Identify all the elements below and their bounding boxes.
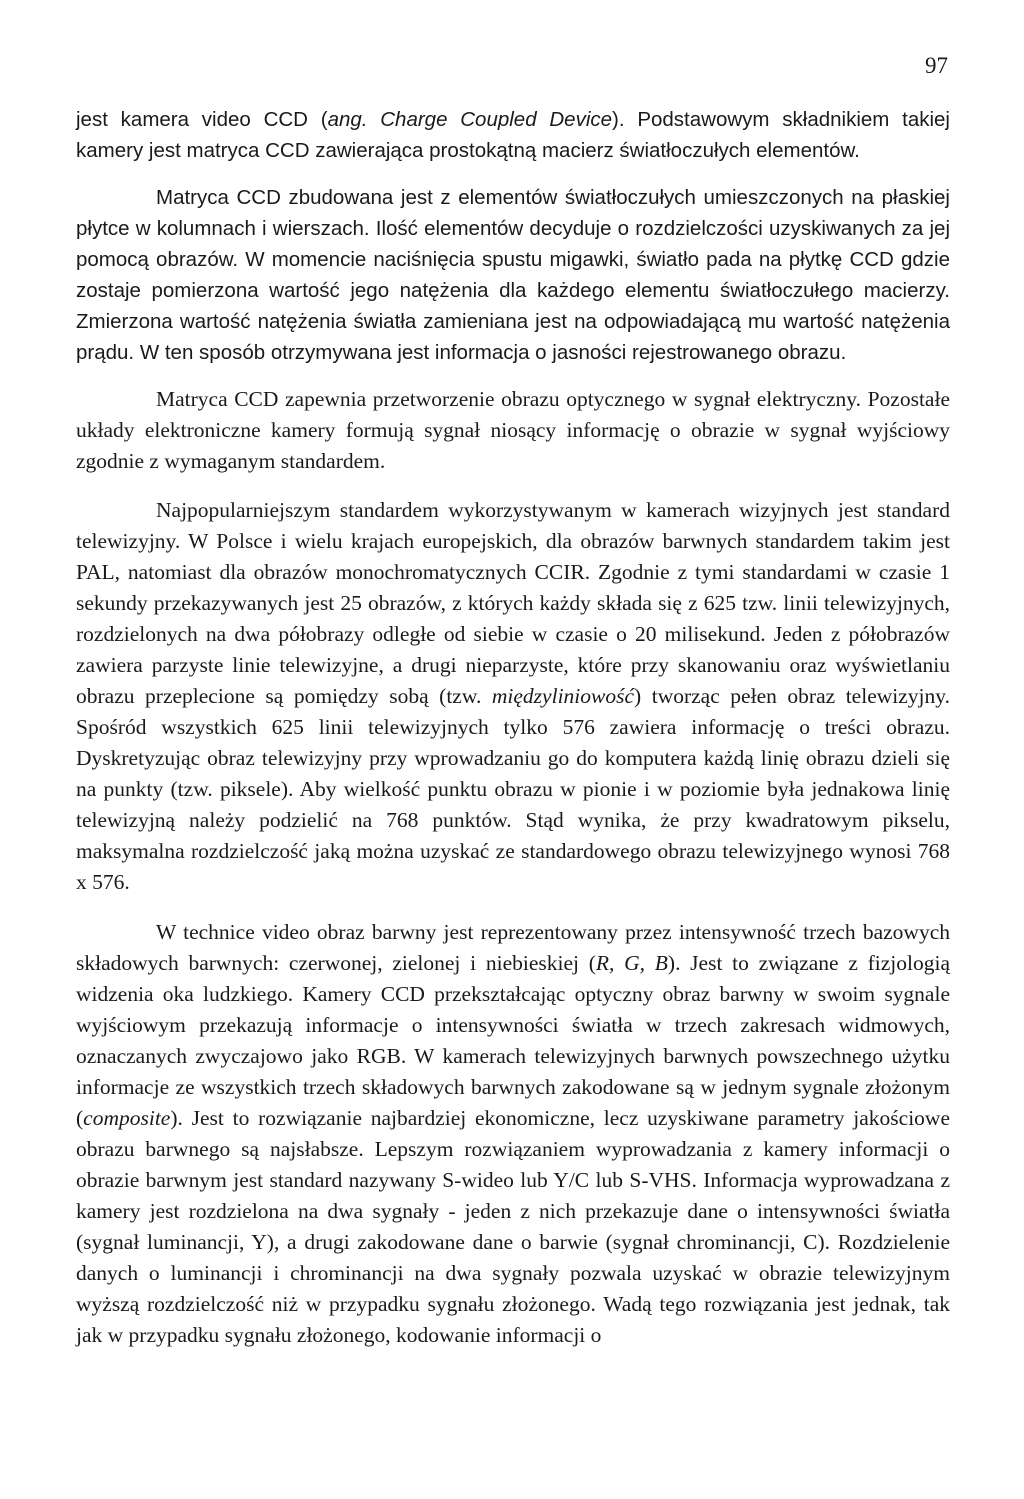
paragraph-ccd-conversion: [76, 384, 950, 477]
body-text: [76, 104, 950, 1351]
paragraph-ccd-matrix: [76, 182, 950, 368]
text-run: jest kamera video CCD (: [76, 108, 328, 131]
paragraph-color-video: [76, 917, 950, 1351]
paragraph-tv-standard: [76, 495, 950, 898]
text-run: ). Podstawowym składnikiem takiej kamery jest matryca CCD zawierająca prostokątną macierz światłoczułych elementów.: [76, 108, 950, 162]
text-run: Matryca CCD zbudowana jest z elementów światłoczułych umieszczonych na płaskiej płytce w kolumnach i wierszach. Ilość elementów decyduje o rozdzielczości uzyskiwanych za jej pomocą obrazów. W momencie naciśnięcia spustu migawki, światło pada na płytkę CCD gdzie zostaje pomierzona wartość jego natężenia dla każdego elementu światłoczułego macierzy. Zmierzona wartość natężenia światła zamieniana jest na odpowiadającą mu wartość natężenia prądu. W ten sposób otrzymywana jest informacja o jasności rejestrowanego obrazu.: [76, 186, 950, 364]
text-run: ). Jest to związane z fizjologią widzenia oka ludzkiego. Kamery CCD przekształcając optyczny obraz barwny w swoim sygnale wyjściowym przekazują informacje o intensywności światła w trzech zakresach widmowych, oznaczanych zwyczajowo jako RGB. W kamerach telewizyjnych barwnych powszechnego użytku informacje ze wszystkich trzech składowych barwnych zakodowane są w jednym sygnale złożonym (: [76, 951, 950, 1130]
italic-term-charge-coupled-device: ang. Charge Coupled Device: [327, 108, 613, 131]
text-run: ). Jest to rozwiązanie najbardziej ekonomiczne, lecz uzyskiwane parametry jakościowe obrazu barwnego są najsłabsze. Lepszym rozwiązaniem wyprowadzania z kamery informacji o obrazie barwnym jest standard nazywany S-wideo lub Y/C lub S-VHS. Informacja wyprowadzana z kamery jest rozdzielona na dwa sygnały - jeden z nich przekazuje dane o intensywności światła (sygnał luminancji, Y), a drugi zakodowane dane o barwie (sygnał chrominancji, C). Rozdzielenie danych o luminancji i chrominancji na dwa sygnały pozwala uzyskać w obrazie telewizyjnym wyższą rozdzielczość niż w przypadku sygnału złożonego. Wadą tego rozwiązania jest jednak, tak jak w przypadku sygnału złożonego, kodowanie informacji o: [76, 1106, 950, 1347]
text-run: ) tworząc pełen obraz telewizyjny. Spośród wszystkich 625 linii telewizyjnych tylko 576 zawiera informację o treści obrazu. Dyskretyzując obraz telewizyjny przy wprowadzaniu go do komputera każdą linię obrazu dzieli się na punkty (tzw. piksele). Aby wielkość punktu obrazu w pionie i w poziomie była jednakowa linię telewizyjną należy podzielić na 768 punktów. Stąd wynika, że przy kwadratowym pikselu, maksymalna rozdzielczość jaką można uzyskać ze standardowego obrazu telewizyjnego wynosi 768 x 576.: [76, 684, 950, 894]
page-number: 97: [925, 53, 948, 78]
text-run: Matryca CCD zapewnia przetworzenie obrazu optycznego w sygnał elektryczny. Pozostałe układy elektroniczne kamery formują sygnał niosący informację o obrazie w sygnał wyjściowy zgodnie z wymaganym standardem.: [76, 387, 950, 473]
paragraph-ccd-camera-intro: [76, 104, 950, 166]
text-run: W technice video obraz barwny jest reprezentowany przez intensywność trzech bazowych składowych barwnych: czerwonej, zielonej i niebieskiej (: [76, 920, 950, 975]
text-run: Najpopularniejszym standardem wykorzystywanym w kamerach wizyjnych jest standard telewizyjny. W Polsce i wielu krajach europejskich, dla obrazów barwnych standardem takim jest PAL, natomiast dla obrazów monochromatycznych CCIR. Zgodnie z tymi standardami w czasie 1 sekundy przekazywanych jest 25 obrazów, z których każdy składa się z 625 tzw. linii telewizyjnych, rozdzielonych na dwa półobrazy odległe od siebie w czasie o 20 milisekund. Jeden z półobrazów zawiera parzyste linie telewizyjne, a drugi nieparzyste, które przy skanowaniu oraz wyświetlaniu obrazu przeplecione są pomiędzy sobą (tzw.: [76, 498, 950, 708]
italic-term-composite: composite: [83, 1106, 171, 1130]
italic-term-rgb: R, G, B: [595, 951, 668, 975]
italic-term-interlacing: międzyliniowość: [491, 684, 635, 708]
